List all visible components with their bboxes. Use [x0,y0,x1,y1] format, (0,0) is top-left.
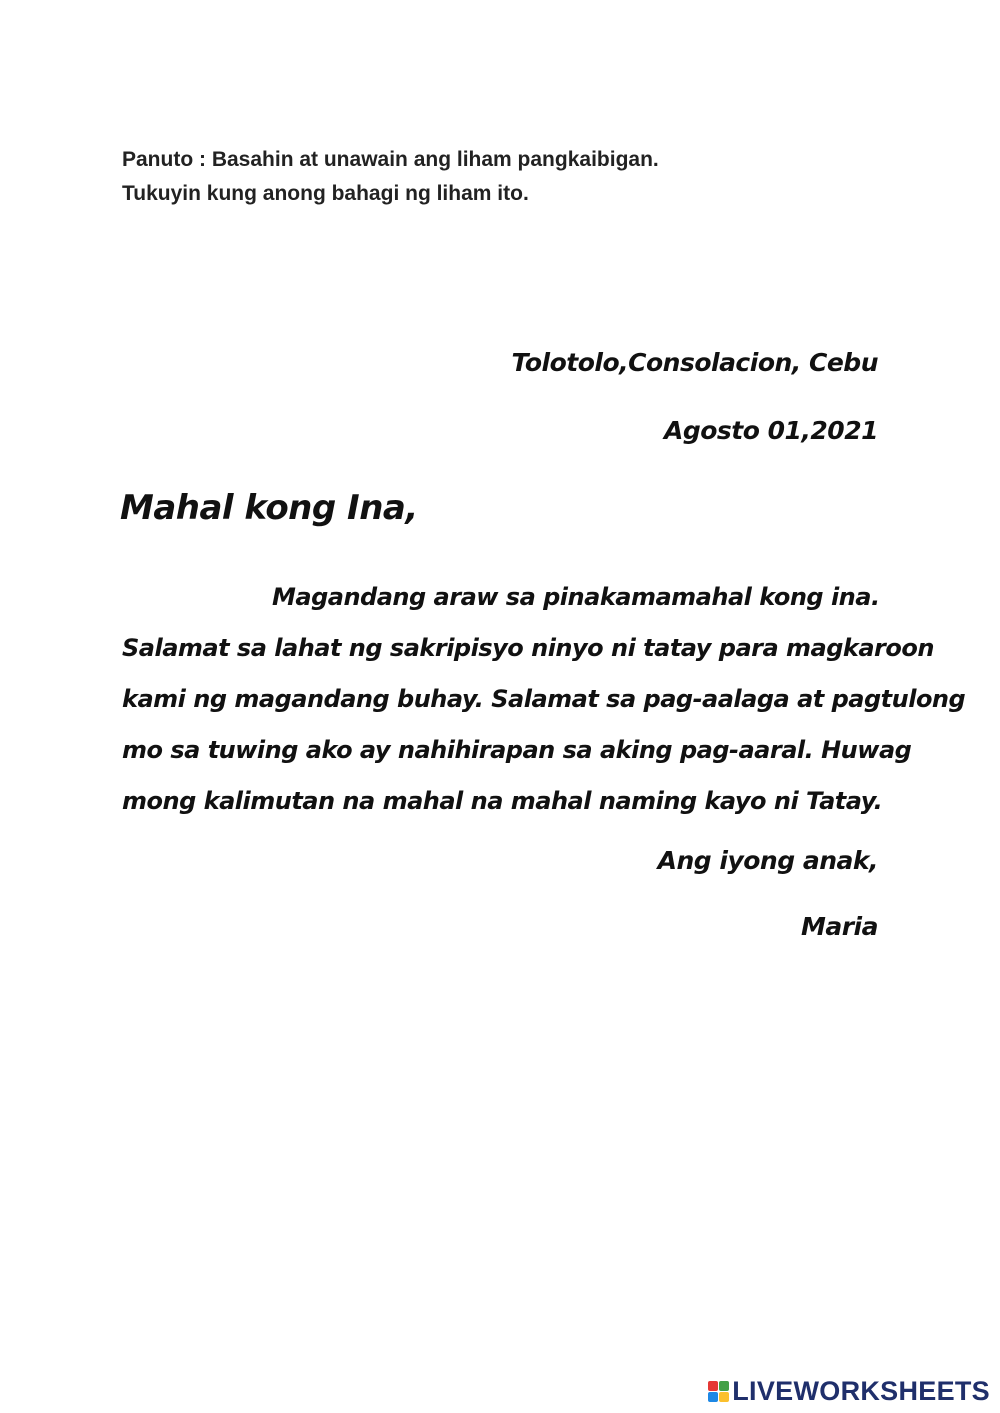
brand-name: LIVEWORKSHEETS [732,1376,990,1406]
letter-date: Agosto 01,2021 [664,416,878,445]
liveworksheets-brand [708,1376,990,1407]
letter-greeting: Mahal kong Ina, [120,488,418,528]
letter-body-line: Magandang araw sa pinakamamahal kong ina. [272,583,880,611]
liveworksheets-logo-icon [708,1381,729,1402]
letter-address: Tolotolo,Consolacion, Cebu [511,348,878,377]
logo-square [719,1381,729,1391]
logo-square [708,1392,718,1402]
letter-body [122,572,966,827]
letter-closing: Ang iyong anak, [657,846,878,875]
instructions-line-2: Tukuyin kung anong bahagi ng liham ito. [122,182,529,205]
letter-signature: Maria [800,912,878,941]
letter-body-line: kami ng magandang buhay. Salamat sa pag-aalaga at pagtulong [122,685,966,713]
instructions [122,143,922,211]
logo-square [708,1381,718,1391]
instructions-line-1: Panuto : Basahin at unawain ang liham pangkaibigan. [122,148,659,171]
letter-body-line: mong kalimutan na mahal na mahal naming kayo ni Tatay. [122,787,883,815]
letter-body-line: mo sa tuwing ako ay nahihirapan sa aking pag-aaral. Huwag [122,736,912,764]
logo-square [719,1392,729,1402]
letter-body-line: Salamat sa lahat ng sakripisyo ninyo ni tatay para magkaroon [122,634,934,662]
